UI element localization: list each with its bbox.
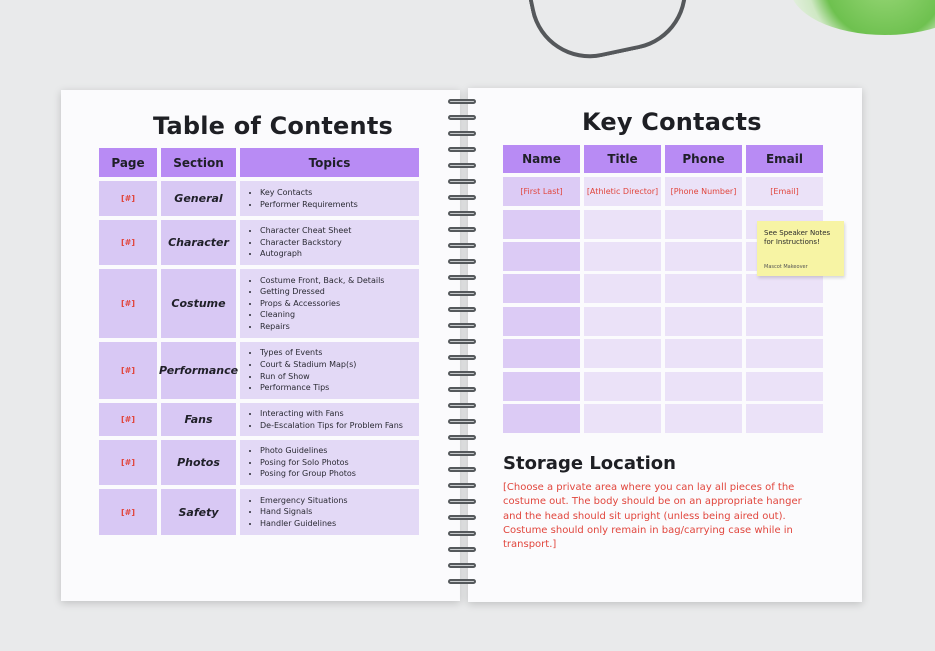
binding-ring: [448, 99, 476, 104]
table-row: [99, 181, 419, 216]
list-item: • Types of Events: [260, 347, 356, 359]
topics-cell: [240, 181, 419, 216]
binding-ring: [448, 467, 476, 472]
binding-ring: [448, 131, 476, 136]
topics-list: [248, 445, 356, 480]
topics-list: [248, 495, 348, 530]
binding-ring: [448, 179, 476, 184]
contact-title-cell[interactable]: [584, 242, 661, 271]
list-item: • Character Backstory: [260, 237, 351, 249]
section-cell: General: [161, 181, 236, 216]
contact-title-cell[interactable]: [584, 339, 661, 368]
binding-ring: [448, 355, 476, 360]
binding-ring: [448, 291, 476, 296]
binding-ring: [448, 451, 476, 456]
topics-list: [248, 347, 356, 393]
table-row: [99, 489, 419, 535]
contact-title-cell[interactable]: [584, 274, 661, 303]
contact-name-cell[interactable]: [503, 274, 580, 303]
contact-phone-cell[interactable]: [Phone Number]: [665, 177, 742, 206]
contact-email-cell[interactable]: [Email]: [746, 177, 823, 206]
list-item: • Hand Signals: [260, 506, 348, 518]
table-row: [99, 269, 419, 338]
contact-email-cell[interactable]: [746, 404, 823, 433]
topics-cell: [240, 489, 419, 535]
storage-location-heading: Storage Location: [503, 453, 676, 474]
binding-ring: [448, 515, 476, 520]
contacts-header-name: Name: [503, 145, 580, 173]
spiral-binding: [448, 97, 478, 597]
binding-ring: [448, 323, 476, 328]
contacts-header-phone: Phone: [665, 145, 742, 173]
contact-phone-cell[interactable]: [665, 242, 742, 271]
page-number-cell[interactable]: [#]: [99, 220, 157, 265]
section-cell: Costume: [161, 269, 236, 338]
page-number-cell[interactable]: [#]: [99, 489, 157, 535]
topics-cell: [240, 403, 419, 436]
contact-title-cell[interactable]: [584, 210, 661, 239]
topics-cell: [240, 440, 419, 485]
contact-name-cell[interactable]: [503, 372, 580, 401]
binding-ring: [448, 259, 476, 264]
page-number-cell[interactable]: [#]: [99, 440, 157, 485]
table-row: [503, 372, 823, 401]
page-number-cell[interactable]: [#]: [99, 403, 157, 436]
left-page: [61, 90, 460, 601]
green-cup-decor: [790, 0, 935, 35]
contact-email-cell[interactable]: [746, 274, 823, 303]
list-item: • Posing for Solo Photos: [260, 457, 356, 469]
binding-ring: [448, 371, 476, 376]
contact-phone-cell[interactable]: [665, 274, 742, 303]
list-item: • Interacting with Fans: [260, 408, 403, 420]
table-row: [99, 403, 419, 436]
contacts-header-title: Title: [584, 145, 661, 173]
binding-ring: [448, 307, 476, 312]
page-number-cell[interactable]: [#]: [99, 342, 157, 399]
contact-title-cell[interactable]: [584, 307, 661, 336]
topics-list: [248, 275, 384, 333]
table-row: [503, 404, 823, 433]
list-item: • Cleaning: [260, 309, 384, 321]
binding-ring: [448, 499, 476, 504]
list-item: • Costume Front, Back, & Details: [260, 275, 384, 287]
contact-title-cell[interactable]: [584, 372, 661, 401]
topics-cell: [240, 342, 419, 399]
contact-name-cell[interactable]: [First Last]: [503, 177, 580, 206]
binding-ring: [448, 563, 476, 568]
table-row: [99, 220, 419, 265]
table-row: [99, 440, 419, 485]
contact-name-cell[interactable]: [503, 242, 580, 271]
contact-phone-cell[interactable]: [665, 339, 742, 368]
section-cell: Character: [161, 220, 236, 265]
topics-cell: [240, 220, 419, 265]
right-page: [468, 88, 862, 602]
list-item: • Posing for Group Photos: [260, 468, 356, 480]
contact-email-cell[interactable]: [746, 372, 823, 401]
sticky-note-text: See Speaker Notes for Instructions!: [764, 229, 831, 246]
list-item: • Performer Requirements: [260, 199, 358, 211]
binding-ring: [448, 435, 476, 440]
topics-list: [248, 187, 358, 210]
section-cell: Fans: [161, 403, 236, 436]
binding-ring: [448, 115, 476, 120]
contact-name-cell[interactable]: [503, 307, 580, 336]
storage-location-text[interactable]: [Choose a private area where you can lay all pieces of the costume out. The body should be on an appropriate hanger and the head should sit upright (unless being aired out). Costume should only remain in bag/carrying case while in transport.]: [503, 482, 802, 551]
topics-cell: [240, 269, 419, 338]
topics-list: [248, 225, 351, 260]
binding-ring: [448, 403, 476, 408]
table-row: [99, 342, 419, 399]
list-item: • Photo Guidelines: [260, 445, 356, 457]
binding-ring: [448, 275, 476, 280]
list-item: • Court & Stadium Map(s): [260, 359, 356, 371]
contact-email-cell[interactable]: [746, 307, 823, 336]
binding-ring: [448, 163, 476, 168]
binding-ring: [448, 147, 476, 152]
list-item: • Handler Guidelines: [260, 518, 348, 530]
section-cell: Photos: [161, 440, 236, 485]
toc-header-page: Page: [99, 148, 157, 177]
sticky-note-author: Mascot Makeover: [764, 264, 808, 270]
list-item: • Key Contacts: [260, 187, 358, 199]
table-row: [503, 177, 823, 206]
list-item: • Run of Show: [260, 371, 356, 383]
list-item: • Repairs: [260, 321, 384, 333]
contact-name-cell[interactable]: [503, 404, 580, 433]
list-item: • De-Escalation Tips for Problem Fans: [260, 420, 403, 432]
contact-phone-cell[interactable]: [665, 210, 742, 239]
contact-name-cell[interactable]: [503, 210, 580, 239]
binding-ring: [448, 339, 476, 344]
contact-phone-cell[interactable]: [665, 372, 742, 401]
table-row: [503, 307, 823, 336]
binding-ring: [448, 195, 476, 200]
contact-email-cell[interactable]: [746, 339, 823, 368]
topics-list: [248, 408, 403, 431]
list-item: • Props & Accessories: [260, 298, 384, 310]
contact-phone-cell[interactable]: [665, 307, 742, 336]
page-number-cell[interactable]: [#]: [99, 269, 157, 338]
toc-header-section: Section: [161, 148, 236, 177]
binding-ring: [448, 547, 476, 552]
page-number-cell[interactable]: [#]: [99, 181, 157, 216]
binding-ring: [448, 579, 476, 584]
eyeglasses-decor: [524, 0, 698, 69]
contacts-header-email: Email: [746, 145, 823, 173]
list-item: • Getting Dressed: [260, 286, 384, 298]
binding-ring: [448, 227, 476, 232]
section-cell: Performance: [161, 342, 236, 399]
list-item: • Performance Tips: [260, 382, 356, 394]
key-contacts-title: Key Contacts: [582, 108, 762, 136]
contact-name-cell[interactable]: [503, 339, 580, 368]
contacts-header-row: [503, 145, 823, 173]
list-item: • Character Cheat Sheet: [260, 225, 351, 237]
contact-title-cell[interactable]: [584, 404, 661, 433]
toc-header-row: [99, 148, 419, 177]
binding-ring: [448, 419, 476, 424]
sticky-note[interactable]: [757, 221, 844, 276]
binding-ring: [448, 243, 476, 248]
binding-ring: [448, 531, 476, 536]
binding-ring: [448, 483, 476, 488]
binding-ring: [448, 387, 476, 392]
page-title: Table of Contents: [153, 112, 393, 140]
section-cell: Safety: [161, 489, 236, 535]
toc-header-topics: Topics: [240, 148, 419, 177]
table-row: [503, 339, 823, 368]
list-item: • Autograph: [260, 248, 351, 260]
contact-phone-cell[interactable]: [665, 404, 742, 433]
binding-ring: [448, 211, 476, 216]
list-item: • Emergency Situations: [260, 495, 348, 507]
table-row: [503, 274, 823, 303]
contact-title-cell[interactable]: [Athletic Director]: [584, 177, 661, 206]
